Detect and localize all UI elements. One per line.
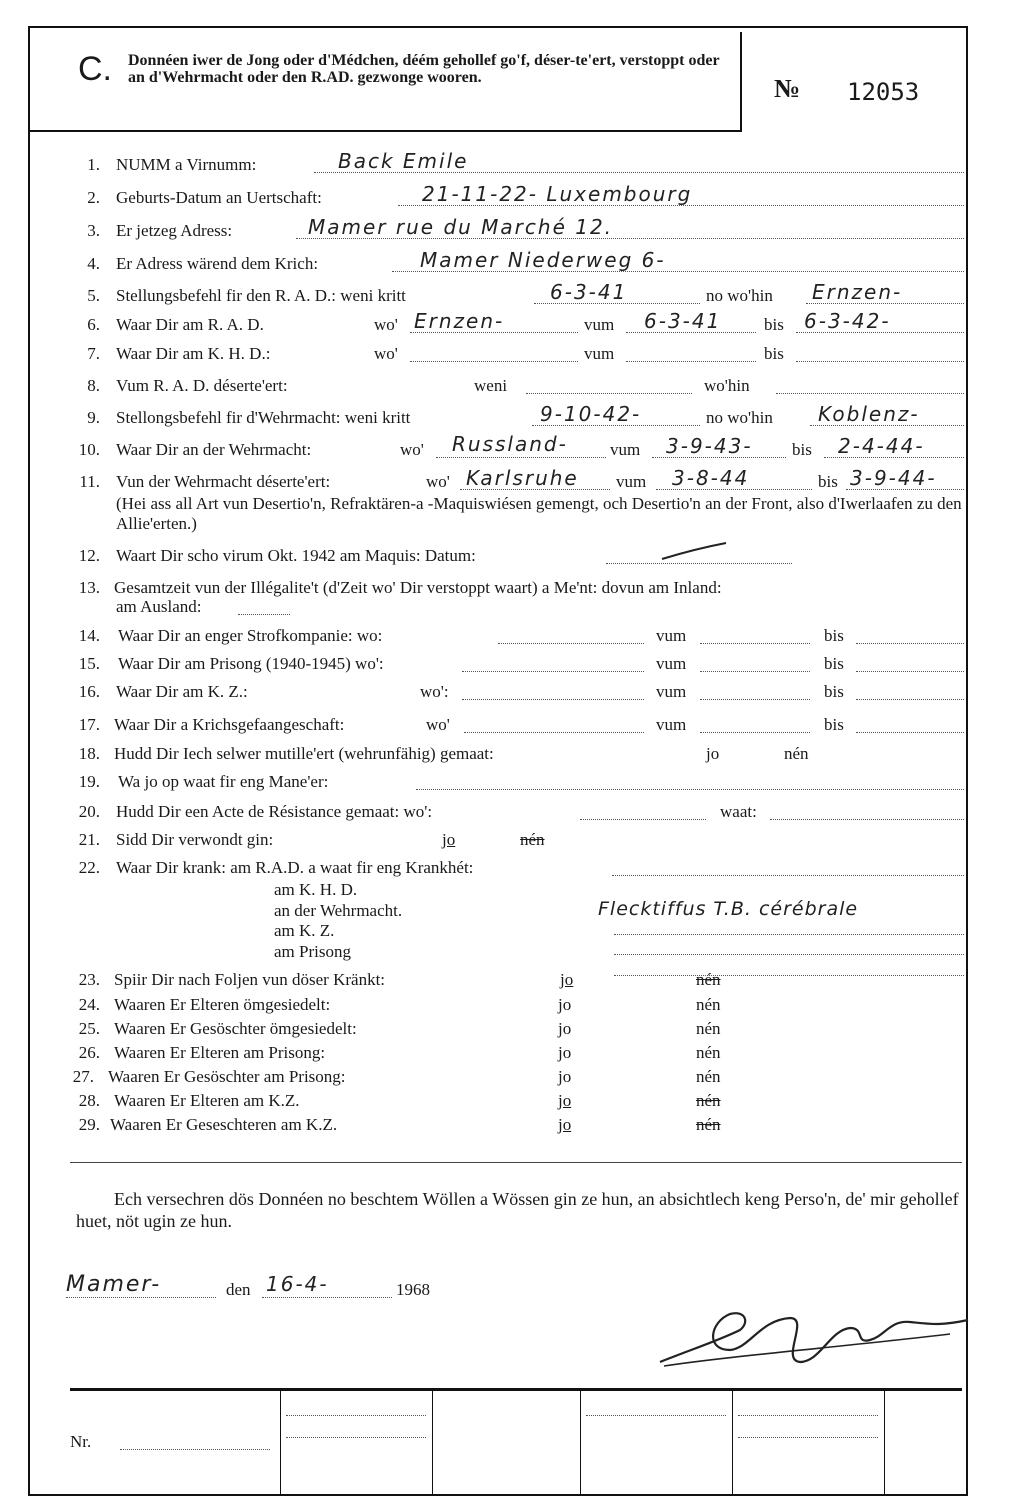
fill-line	[700, 626, 810, 644]
field-label: bis	[824, 682, 844, 701]
fill-line	[526, 376, 692, 394]
option-jo-selected: jo	[558, 1091, 572, 1110]
wehrmacht-order-date: 9-10-42-	[540, 402, 642, 426]
field-label: Wa jo op waat fir eng Mane'er:	[118, 772, 329, 791]
wehrmacht-place: Russland-	[452, 432, 568, 456]
item-number: 29.	[78, 1115, 100, 1134]
item-number: 28.	[78, 1091, 100, 1110]
fill-line	[586, 1398, 726, 1416]
number-symbol: №	[774, 74, 801, 103]
field-label: Waar Dir am Prisong (1940-1945) wo':	[118, 654, 384, 673]
item-number: 13.	[78, 578, 100, 597]
option-nen-struck: nén	[696, 970, 721, 989]
item-number: 20.	[78, 802, 100, 821]
rad-from: 6-3-41	[644, 309, 722, 333]
field-label: Waar Dir am K. Z.:	[116, 682, 248, 701]
fill-line	[614, 937, 964, 955]
item-number: 5.	[87, 286, 100, 305]
fill-line	[738, 1398, 878, 1416]
item-number: 19.	[78, 772, 100, 791]
item-number: 26.	[78, 1043, 100, 1062]
field-label: wo'	[374, 315, 398, 334]
fill-line	[700, 654, 810, 672]
field-label: bis	[764, 344, 784, 363]
field-label: wo'	[426, 715, 450, 734]
fill-line	[462, 682, 644, 700]
fill-line	[464, 715, 644, 733]
item-number: 1.	[87, 155, 100, 174]
field-label: Vun der Wehrmacht déserte'ert:	[116, 472, 331, 491]
rad-to: 6-3-42-	[804, 309, 891, 333]
fill-line	[738, 1420, 878, 1438]
field-label: vum	[584, 315, 615, 334]
field-label: Gesamtzeit vun der Illégalite't (d'Zeit wo' Dir verstoppt waart) a Me'nt: dovun am Inland:	[114, 578, 722, 597]
option-jo-selected: jo	[558, 1115, 572, 1134]
field-label: vum	[610, 440, 641, 459]
option-nen: nén	[784, 744, 809, 763]
fill-line	[796, 344, 964, 362]
field-label: bis	[824, 654, 844, 673]
fill-line	[286, 1398, 426, 1416]
field-label: den	[226, 1280, 251, 1299]
field-label: Hudd Dir Iech selwer mutille'ert (wehrunfähig) gemaat:	[114, 744, 494, 763]
header-divider	[740, 32, 742, 132]
sub-label: an der Wehrmacht.	[274, 900, 403, 920]
war-address-value: Mamer Niederweg 6-	[420, 248, 666, 272]
header-rule	[30, 130, 742, 132]
item-number: 9.	[87, 408, 100, 427]
item-number: 25.	[78, 1019, 100, 1038]
fill-line	[498, 626, 644, 644]
fill-line	[238, 597, 290, 615]
desertion-to: 3-9-44-	[850, 466, 937, 490]
item-number: 16.	[78, 682, 100, 701]
field-label: wo':	[420, 682, 449, 701]
fill-line	[614, 958, 964, 976]
sub-label: am K. H. D.	[274, 880, 358, 899]
wehrmacht-from: 3-9-43-	[666, 434, 753, 458]
option-jo-selected: jo	[442, 830, 456, 849]
item-number: 24.	[78, 995, 100, 1014]
field-label: Er Adress wärend dem Krich:	[116, 254, 319, 273]
rad-order-date: 6-3-41	[550, 280, 628, 304]
item-number: 18.	[78, 744, 100, 763]
item-number: 2.	[87, 188, 100, 207]
option-nen-struck: nén	[520, 830, 545, 849]
field-label: waat:	[720, 802, 757, 821]
rad-place: Ernzen-	[414, 309, 505, 333]
field-label: Geburts-Datum an Uertschaft:	[116, 188, 322, 207]
name-value: Back Emile	[338, 149, 469, 173]
field-label: wo'	[400, 440, 424, 459]
fill-line	[66, 1280, 216, 1298]
field-label: Vum R. A. D. déserte'ert:	[116, 376, 288, 395]
item-number: 6.	[87, 315, 100, 334]
option-jo: jo	[558, 1019, 572, 1038]
field-label: no wo'hin	[706, 408, 773, 427]
fill-line	[580, 802, 706, 820]
fill-line	[856, 682, 964, 700]
field-label: Spiir Dir nach Foljen vun döser Kränkt:	[114, 970, 386, 989]
item-number: 8.	[87, 376, 100, 395]
field-label: bis	[818, 472, 838, 491]
sub-label: am Prisong	[274, 941, 351, 961]
form-header	[30, 28, 966, 130]
field-label: wo'hin	[704, 376, 750, 395]
field-label: vum	[656, 715, 687, 734]
field-label: Hudd Dir een Acte de Résistance gemaat: wo':	[116, 802, 433, 821]
desertion-from: 3-8-44	[672, 466, 750, 490]
fill-line	[626, 344, 756, 362]
fill-line	[120, 1432, 270, 1450]
fill-line	[462, 654, 644, 672]
field-label: Waar Dir am R. A. D.	[116, 315, 264, 334]
item-number: 4.	[87, 254, 100, 273]
date-value: 16-4-	[266, 1272, 329, 1296]
option-jo-selected: jo	[560, 970, 574, 989]
option-jo: jo	[558, 1043, 572, 1062]
dash-stroke	[660, 542, 730, 562]
field-label: wo'	[426, 472, 450, 491]
item-number: 7.	[87, 344, 100, 363]
option-nen: nén	[696, 1043, 721, 1062]
field-label: am Ausland:	[116, 597, 202, 616]
fill-line	[700, 715, 810, 733]
address-value: Mamer rue du Marché 12.	[308, 215, 614, 239]
fill-line	[856, 654, 964, 672]
rad-order-place: Ernzen-	[812, 280, 903, 304]
field-label: bis	[824, 626, 844, 645]
field-label: Waar Dir an der Wehrmacht:	[116, 440, 312, 459]
field-label: vum	[616, 472, 647, 491]
footer-column-line	[432, 1391, 433, 1496]
item-number: 3.	[87, 221, 100, 240]
field-label: Er jetzeg Adress:	[116, 221, 233, 240]
option-nen: nén	[696, 1019, 721, 1038]
item-number: 17.	[78, 715, 100, 734]
desertion-place: Karlsruhe	[466, 466, 579, 490]
field-label: Waart Dir scho virum Okt. 1942 am Maquis: Datum:	[116, 546, 476, 565]
footer-column-line	[732, 1391, 733, 1496]
option-nen: nén	[696, 995, 721, 1014]
field-label: Waar Dir am K. H. D.:	[116, 344, 271, 363]
declaration-text: Ech versechren dös Donnéen no beschtem Wöllen a Wössen gin ze hun, an absichtlech keng Perso'n, de' mir gehollef huet, nöt ugin ze hun.	[76, 1189, 959, 1231]
footer-column-line	[280, 1391, 281, 1496]
field-label: no wo'hin	[706, 286, 773, 305]
signature-text: E Back	[770, 1347, 805, 1361]
field-label: Stellungsbefehl fir den R. A. D.: weni kritt	[116, 286, 406, 305]
field-label: Waaren Er Gesöschter am Prisong:	[108, 1067, 346, 1086]
place-value: Mamer-	[66, 1272, 162, 1297]
field-label: wo'	[374, 344, 398, 363]
field-label: vum	[656, 626, 687, 645]
fill-line	[700, 682, 810, 700]
nr-label: Nr.	[70, 1432, 92, 1451]
sub-label: am K. Z.	[274, 921, 335, 940]
item-number: 14.	[78, 626, 100, 645]
item-number: 11.	[79, 472, 100, 491]
fill-line	[612, 858, 964, 876]
field-label: Waaren Er Elteren ömgesiedelt:	[114, 995, 331, 1014]
fill-line	[410, 344, 578, 362]
desertion-note: (Hei ass all Art vun Desertio'n, Refraktären-a -Maquiswiésen gemengt, och Desertio'n an der Front, also d'Iwerlaafen zu den Allie'erten.)	[116, 494, 962, 533]
item-number: 27.	[72, 1067, 94, 1086]
section-letter: C.	[78, 50, 112, 88]
field-label: vum	[656, 654, 687, 673]
field-label: bis	[792, 440, 812, 459]
item-number: 10.	[78, 440, 100, 459]
field-label: vum	[584, 344, 615, 363]
fill-line	[770, 802, 964, 820]
item-number: 23.	[78, 970, 100, 989]
form-number: 12053	[847, 78, 920, 106]
field-label: Sidd Dir verwondt gin:	[116, 830, 274, 849]
option-nen-struck: nén	[696, 1091, 721, 1110]
fill-line	[856, 626, 964, 644]
fill-line	[776, 376, 964, 394]
field-label: Waaren Er Gesöschter ömgesiedelt:	[114, 1019, 357, 1038]
illness-sublist	[274, 880, 402, 962]
illness-value: Flecktiffus T.B. cérébrale	[598, 898, 859, 920]
item-number: 12.	[78, 546, 100, 565]
field-label: Waaren Er Elteren am Prisong:	[114, 1043, 326, 1062]
field-label: weni	[474, 376, 508, 395]
field-label: bis	[824, 715, 844, 734]
field-label: Stellongsbefehl fir d'Wehrmacht: weni kritt	[116, 408, 411, 427]
signature	[650, 1300, 970, 1380]
section-divider	[70, 1162, 962, 1163]
field-label: Waaren Er Elteren am K.Z.	[114, 1091, 300, 1110]
fill-line	[856, 715, 964, 733]
field-label: vum	[656, 682, 687, 701]
option-jo: jo	[558, 1067, 572, 1086]
field-label: bis	[764, 315, 784, 334]
wehrmacht-order-place: Koblenz-	[818, 402, 920, 426]
field-label: Waar Dir an enger Strofkompanie: wo:	[118, 626, 383, 645]
footer-column-line	[884, 1391, 885, 1496]
year-value: 1968	[396, 1280, 430, 1299]
wehrmacht-to: 2-4-44-	[838, 434, 925, 458]
section-title: Donnéen iwer de Jong oder d'Médchen, déém gehollef go'f, déser-te'ert, verstoppt oder an d'Wehrmacht oder den R.AD. gezwonge wooren.	[128, 52, 720, 86]
footer-rule	[70, 1388, 962, 1391]
option-nen: nén	[696, 1067, 721, 1086]
field-label: Waaren Er Geseschteren am K.Z.	[110, 1115, 338, 1134]
option-jo: jo	[558, 995, 572, 1014]
fill-line	[286, 1420, 426, 1438]
option-nen-struck: nén	[696, 1115, 721, 1134]
item-number: 22.	[78, 858, 100, 877]
field-label: Waar Dir a Krichsgefaangeschaft:	[114, 715, 345, 734]
item-number: 15.	[78, 654, 100, 673]
field-label: NUMM a Virnumm:	[116, 155, 257, 174]
footer-column-line	[580, 1391, 581, 1496]
fill-line	[416, 772, 964, 790]
birth-value: 21-11-22- Luxembourg	[422, 182, 693, 206]
option-jo: jo	[706, 744, 720, 763]
field-label: Waar Dir krank: am R.A.D. a waat fir eng Krankhét:	[116, 858, 474, 877]
item-number: 21.	[78, 830, 100, 849]
